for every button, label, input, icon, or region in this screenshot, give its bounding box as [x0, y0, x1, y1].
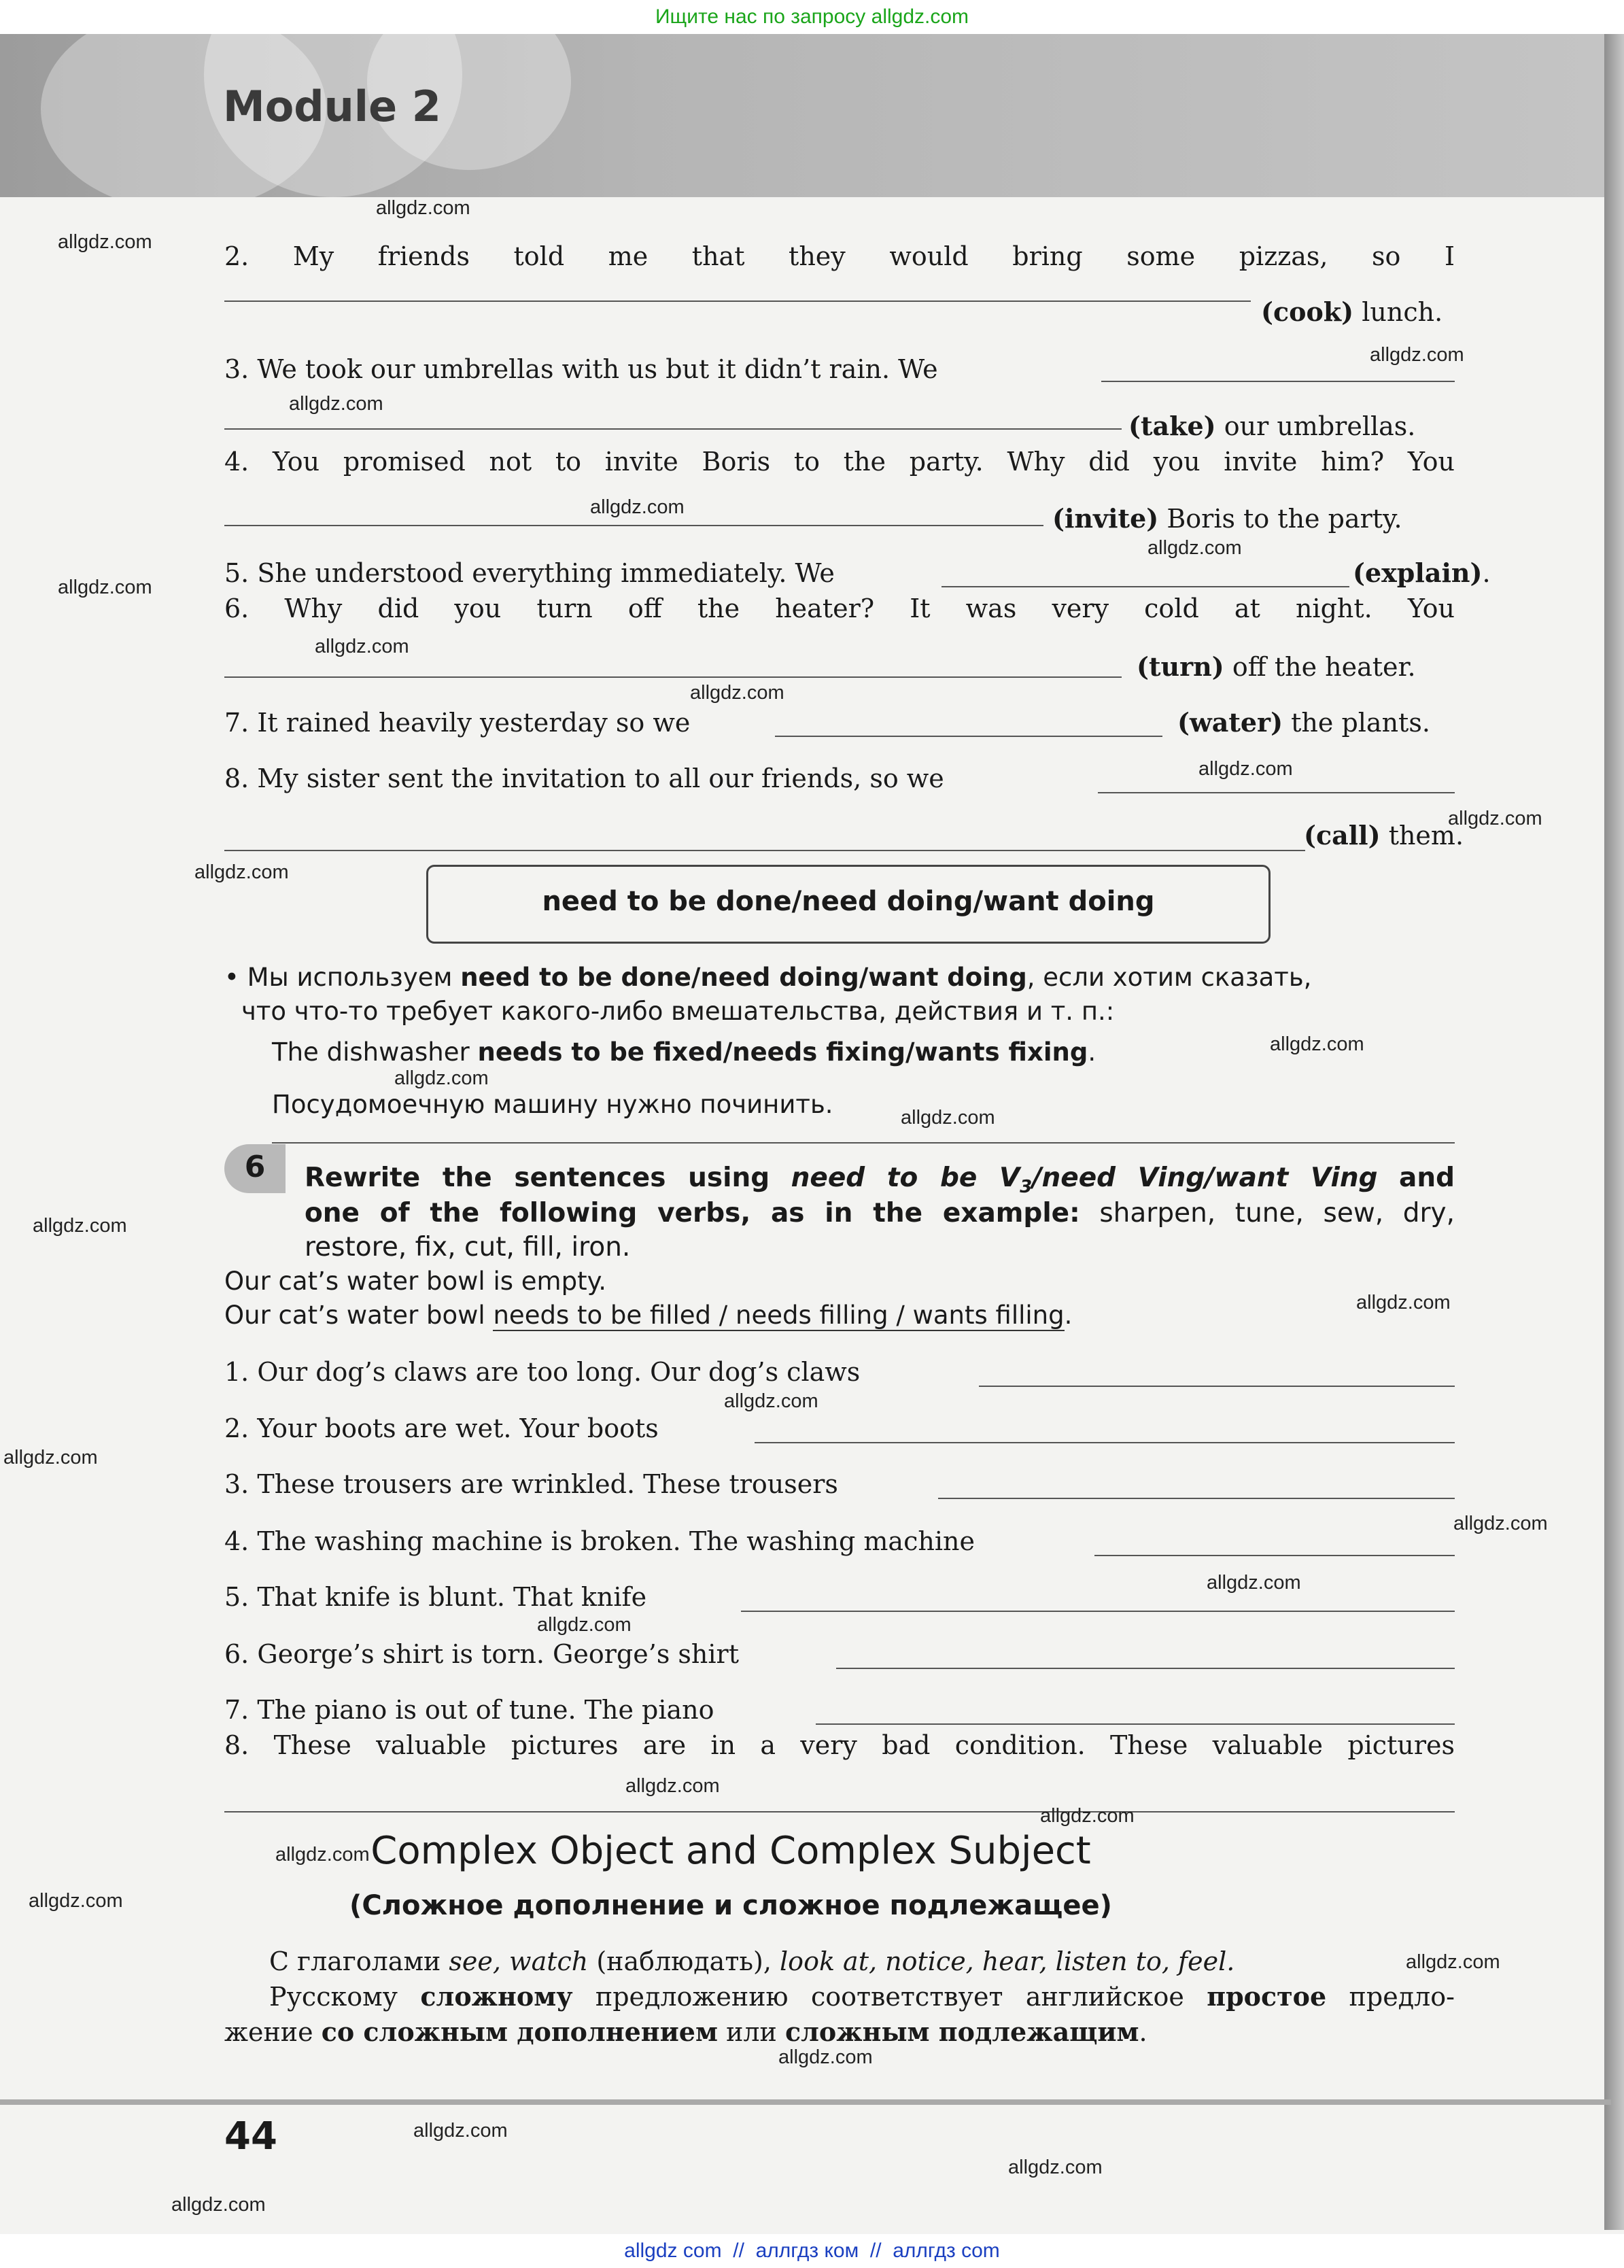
ex6-item-2: 2. Your boots are wet. Your boots [224, 1413, 659, 1443]
answer-line[interactable] [755, 1442, 1455, 1443]
grammar-rule-line2: что что-то требует какого-либо вмешательства, действия и т. п.: [241, 997, 1115, 1026]
watermark: allgdz.com [394, 1067, 489, 1089]
ex6-example-line1: Our cat’s water bowl is empty. [224, 1267, 606, 1296]
ex6-instruction-line1: Rewrite the sentences using need to be $V_3$/need Ving/want Ving and [305, 1163, 1455, 1197]
footer-rule [0, 2099, 1611, 2105]
watermark: allgdz.com [690, 682, 784, 704]
answer-line[interactable] [1094, 1555, 1455, 1556]
bottom-banner-text: allgdz com // аллгдз ком // аллгдз com [624, 2239, 1000, 2262]
bottom-banner [0, 2234, 1624, 2268]
watermark: allgdz.com [29, 1890, 123, 1912]
grammar-box-title: need to be done/need doing/want doing [426, 865, 1271, 944]
ex5-item-7-verb: (water) the plants. [1177, 707, 1430, 738]
watermark: allgdz.com [1040, 1805, 1135, 1827]
ex5-item-3-verb: (take) our umbrellas. [1128, 411, 1416, 441]
module-title: Module 2 [223, 82, 441, 131]
watermark: allgdz.com [289, 393, 383, 415]
watermark: allgdz.com [376, 197, 470, 219]
ex6-item-7: 7. The piano is out of tune. The piano [224, 1695, 714, 1725]
watermark: allgdz.com [1356, 1292, 1451, 1313]
answer-line[interactable] [741, 1611, 1455, 1612]
watermark: allgdz.com [315, 636, 409, 657]
ex5-item-7: 7. It rained heavily yesterday so we [224, 708, 691, 738]
watermark: allgdz.com [194, 861, 289, 883]
watermark: allgdz.com [3, 1447, 98, 1468]
answer-line[interactable] [224, 300, 1251, 302]
watermark: allgdz.com [1370, 344, 1464, 366]
watermark: allgdz.com [724, 1390, 818, 1412]
ex5-item-4: 4. You promised not to invite Boris to the party. Why did you invite him? You [224, 447, 1455, 477]
watermark: allgdz.com [1270, 1033, 1364, 1055]
ex6-item-1: 1. Our dog’s claws are too long. Our dog’s claws [224, 1357, 861, 1387]
watermark: allgdz.com [1198, 758, 1293, 780]
page-number: 44 [224, 2114, 277, 2159]
watermark: allgdz.com [1207, 1572, 1301, 1594]
section-title: Complex Object and Complex Subject [370, 1829, 1091, 1873]
ex6-item-6: 6. George’s shirt is torn. George’s shirt [224, 1639, 739, 1669]
ex5-item-3: 3. We took our umbrellas with us but it didn’t rain. We [224, 354, 938, 384]
top-banner-text: Ищите нас по запросу allgdz.com [655, 5, 969, 28]
watermark: allgdz.com [275, 1844, 370, 1866]
watermark: allgdz.com [537, 1614, 632, 1636]
watermark: allgdz.com [1453, 1513, 1548, 1534]
answer-line[interactable] [224, 850, 1305, 851]
answer-line[interactable] [836, 1668, 1455, 1669]
answer-line[interactable] [1098, 792, 1455, 793]
top-banner [0, 0, 1624, 34]
watermark: allgdz.com [58, 577, 152, 598]
ex5-item-5: 5. She understood everything immediately. We [224, 558, 835, 588]
section-para-line3: жение со сложным дополнением или сложным подлежащим. [224, 2016, 1147, 2047]
ex6-example-line2: Our cat’s water bowl needs to be filled / needs filling / wants filling. [224, 1301, 1073, 1330]
grammar-translation: Посудомоечную машину нужно починить. [272, 1090, 833, 1119]
answer-line[interactable] [224, 676, 1122, 678]
grammar-rule-line1: • Мы используем need to be done/need doing/want doing, если хотим сказать, [224, 963, 1312, 992]
grammar-example: The dishwasher needs to be fixed/needs fixing/wants fixing. [272, 1037, 1096, 1067]
watermark: allgdz.com [1008, 2157, 1103, 2178]
ex6-item-5: 5. That knife is blunt. That knife [224, 1582, 647, 1612]
watermark: allgdz.com [58, 231, 152, 253]
answer-line[interactable] [816, 1723, 1455, 1725]
ex6-item-3: 3. These trousers are wrinkled. These trousers [224, 1469, 838, 1499]
answer-line[interactable] [224, 1811, 1455, 1812]
ex5-item-4-verb: (invite) Boris to the party. [1052, 503, 1402, 534]
answer-line[interactable] [979, 1386, 1455, 1387]
rule-line [272, 1142, 1455, 1144]
ex5-item-2: 2. My friends told me that they would bring some pizzas, so I [224, 241, 1455, 271]
answer-line[interactable] [775, 736, 1162, 737]
watermark: allgdz.com [590, 496, 685, 518]
answer-line[interactable] [224, 428, 1122, 430]
ex6-item-4: 4. The washing machine is broken. The washing machine [224, 1526, 975, 1556]
watermark: allgdz.com [901, 1107, 995, 1129]
exercise-number-badge: 6 [224, 1144, 286, 1193]
answer-line[interactable] [938, 1498, 1455, 1499]
section-subtitle: (Сложное дополнение и сложное подлежащее) [349, 1890, 1112, 1921]
ex5-item-2-verb: (cook) lunch. [1261, 296, 1443, 327]
ex5-item-5-verb: (explain). [1353, 557, 1491, 588]
ex6-item-8: 8. These valuable pictures are in a very bad condition. These valuable pictures [224, 1730, 1455, 1760]
ex6-instruction-line2: one of the following verbs, as in the example: sharpen, tune, sew, dry, [305, 1198, 1455, 1228]
watermark: allgdz.com [413, 2120, 508, 2142]
ex5-item-6-verb: (turn) off the heater. [1137, 651, 1416, 682]
section-para-line2: Русскому сложному предложению соответствует английское простое предло- [269, 1981, 1455, 2012]
watermark: allgdz.com [33, 1215, 127, 1237]
watermark: allgdz.com [1406, 1951, 1500, 1973]
answer-line[interactable] [224, 525, 1043, 526]
ex5-item-6: 6. Why did you turn off the heater? It was very cold at night. You [224, 594, 1455, 623]
watermark: allgdz.com [625, 1775, 720, 1797]
ex5-item-8: 8. My sister sent the invitation to all our friends, so we [224, 763, 944, 793]
watermark: allgdz.com [1147, 537, 1242, 559]
ex5-item-8-verb: (call) them. [1304, 820, 1464, 850]
ex6-instruction-line3: restore, fix, cut, fill, iron. [305, 1232, 631, 1262]
watermark: allgdz.com [1448, 808, 1542, 829]
page-spine-shadow [1604, 34, 1624, 2230]
watermark: allgdz.com [778, 2046, 873, 2068]
section-para-line1: С глаголами see, watch (наблюдать), look at, notice, hear, listen to, feel. [269, 1946, 1235, 1976]
watermark: allgdz.com [171, 2194, 266, 2216]
answer-line[interactable] [1101, 381, 1455, 382]
answer-line[interactable] [941, 586, 1349, 587]
